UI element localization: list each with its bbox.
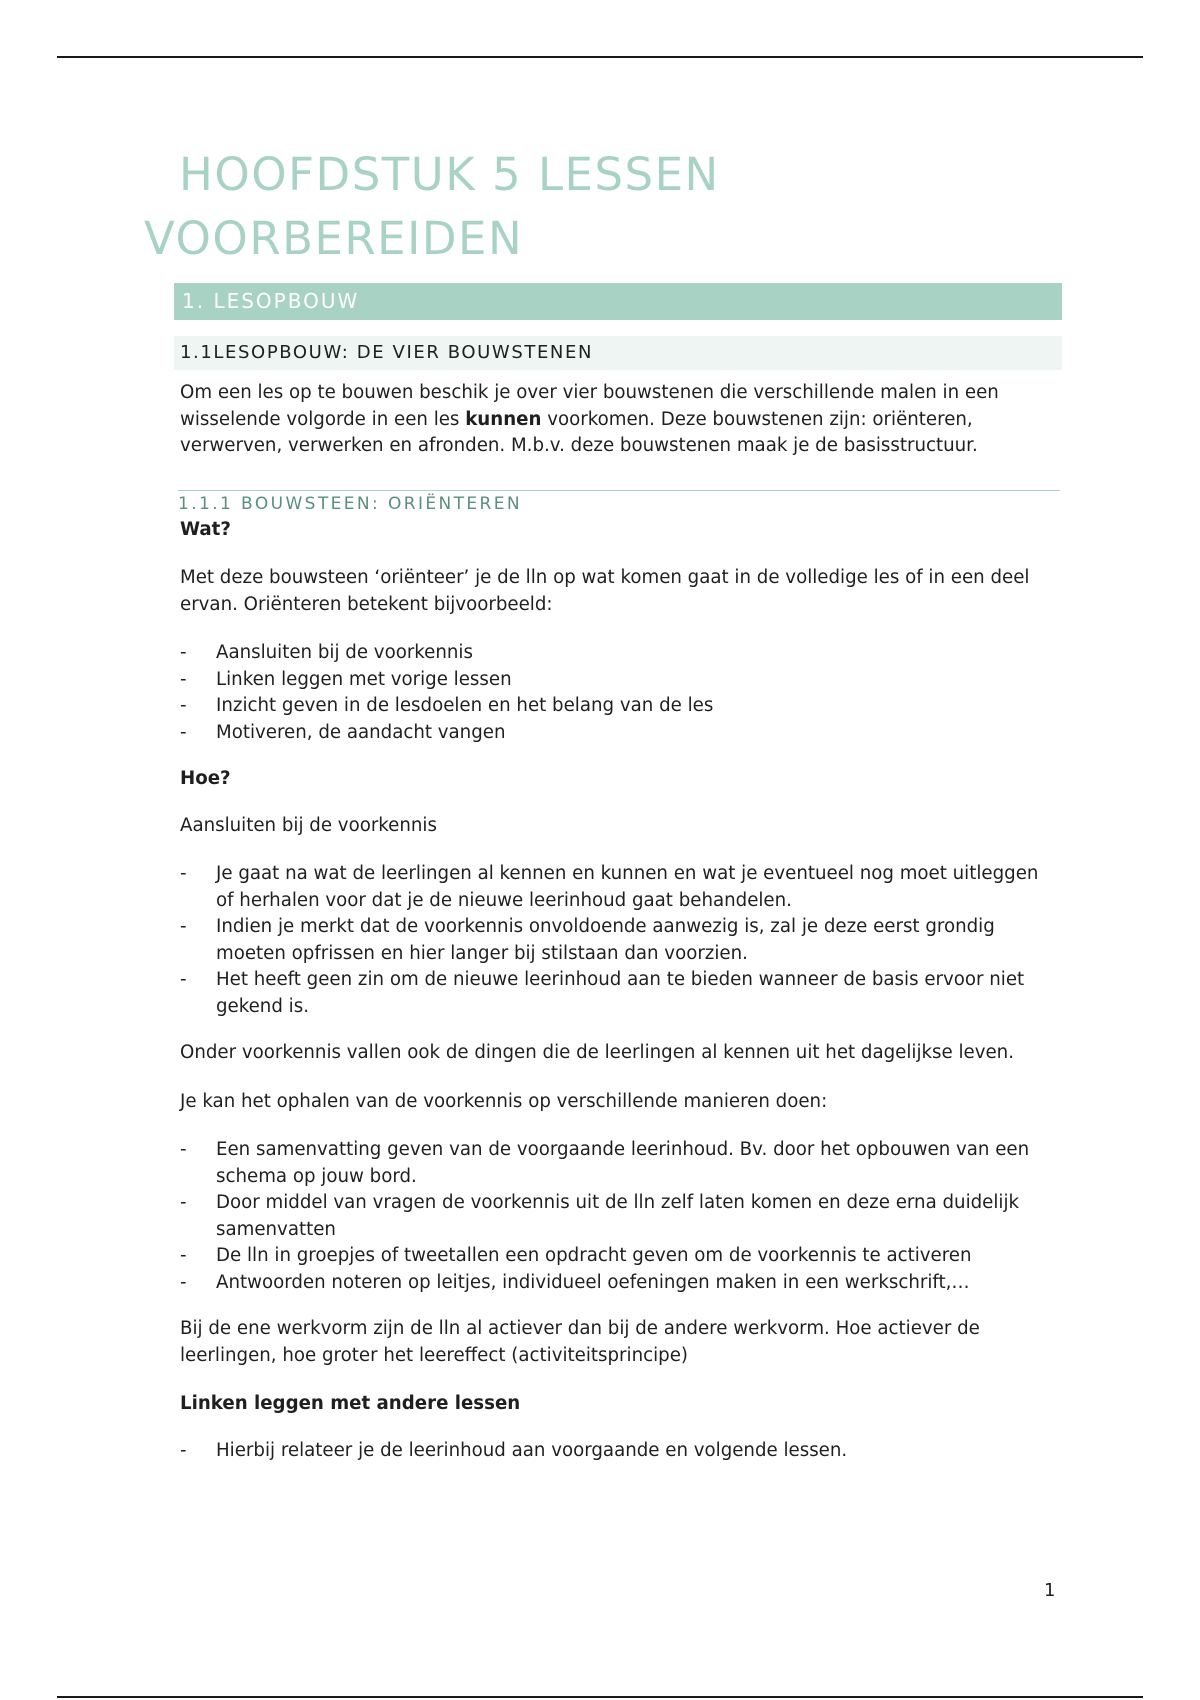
intro-text-bold: kunnen — [465, 408, 542, 430]
section-heading: 1. LESOPBOUW — [174, 283, 1062, 320]
hoe-paragraph-3: Bij de ene werkvorm zijn de lln al actiever dan bij de andere werkvorm. Hoe actiever de leerlingen, hoe groter het leereffect (activiteitsprincipe) — [180, 1318, 980, 1366]
hoe-paragraph-2: Je kan het ophalen van de voorkennis op verschillende manieren doen: — [180, 1090, 828, 1112]
list-item: - Inzicht geven in de lesdoelen en het belang van de les — [180, 693, 1060, 720]
list-item: - Je gaat na wat de leerlingen al kennen en kunnen en wat je eventueel nog moet uitleggen of herhalen voor dat je de nieuwe leerinhoud gaat behandelen. — [180, 861, 1060, 914]
list-item: - Antwoorden noteren op leitjes, individueel oefeningen maken in een werkschrift,… — [180, 1270, 1060, 1297]
wat-paragraph: Met deze bouwsteen ‘oriënteer’ je de lln op wat komen gaat in de volledige les of in een deel ervan. Oriënteren betekent bijvoorbeeld: — [180, 567, 1030, 615]
hoe-list — [180, 861, 1060, 1020]
subsection-heading: 1.1LESOPBOUW: DE VIER BOUWSTENEN — [174, 336, 1062, 370]
voorkennis-list — [180, 1137, 1060, 1296]
intro-paragraph — [180, 380, 1060, 460]
document-body — [180, 380, 1060, 1484]
list-item: - Het heeft geen zin om de nieuwe leerinhoud aan te bieden wanneer de basis ervoor niet gekend is. — [180, 967, 1060, 1020]
list-item: - Hierbij relateer je de leerinhoud aan voorgaande en volgende lessen. — [180, 1438, 1060, 1465]
hoe-paragraph-1: Onder voorkennis vallen ook de dingen die de leerlingen al kennen uit het dagelijkse leven. — [180, 1042, 1014, 1063]
list-item: - Linken leggen met vorige lessen — [180, 667, 1060, 694]
header-rule — [57, 56, 1143, 58]
linken-list — [180, 1438, 1060, 1465]
page-number: 1 — [1044, 1580, 1056, 1601]
list-item: - Aansluiten bij de voorkennis — [180, 640, 1060, 667]
linken-heading: Linken leggen met andere lessen — [180, 1393, 521, 1414]
chapter-title: HOOFDSTUK 5 LESSEN VOORBEREIDEN — [144, 148, 720, 265]
footer-rule — [57, 1696, 1143, 1698]
list-item: - Indien je merkt dat de voorkennis onvoldoende aanwezig is, zal je deze eerst grondig moeten opfrissen en hier langer bij stilstaan dan voorzien. — [180, 914, 1060, 967]
list-item: - Door middel van vragen de voorkennis uit de lln zelf laten komen en deze erna duidelijk samenvatten — [180, 1190, 1060, 1243]
subsubsection-heading: 1.1.1 BOUWSTEEN: ORIËNTEREN — [178, 490, 1060, 516]
intro-text-after: voorkomen. Deze bouwstenen zijn: oriënteren, verwerven, verwerken en afronden. M.b.v. deze bouwstenen maak je de basisstructuur. — [180, 408, 978, 456]
list-item: - De lln in groepjes of tweetallen een opdracht geven om de voorkennis te activeren — [180, 1243, 1060, 1270]
hoe-intro: Aansluiten bij de voorkennis — [180, 814, 437, 836]
list-item: - Motiveren, de aandacht vangen — [180, 720, 1060, 747]
intro-text-before: Om een les op te bouwen beschik je over vier bouwstenen die verschillende malen in een wisselende volgorde in een les — [180, 382, 999, 430]
wat-heading: Wat? — [180, 518, 231, 540]
hoe-heading: Hoe? — [180, 768, 231, 789]
list-item: - Een samenvatting geven van de voorgaande leerinhoud. Bv. door het opbouwen van een schema op jouw bord. — [180, 1137, 1060, 1190]
wat-list — [180, 640, 1060, 746]
